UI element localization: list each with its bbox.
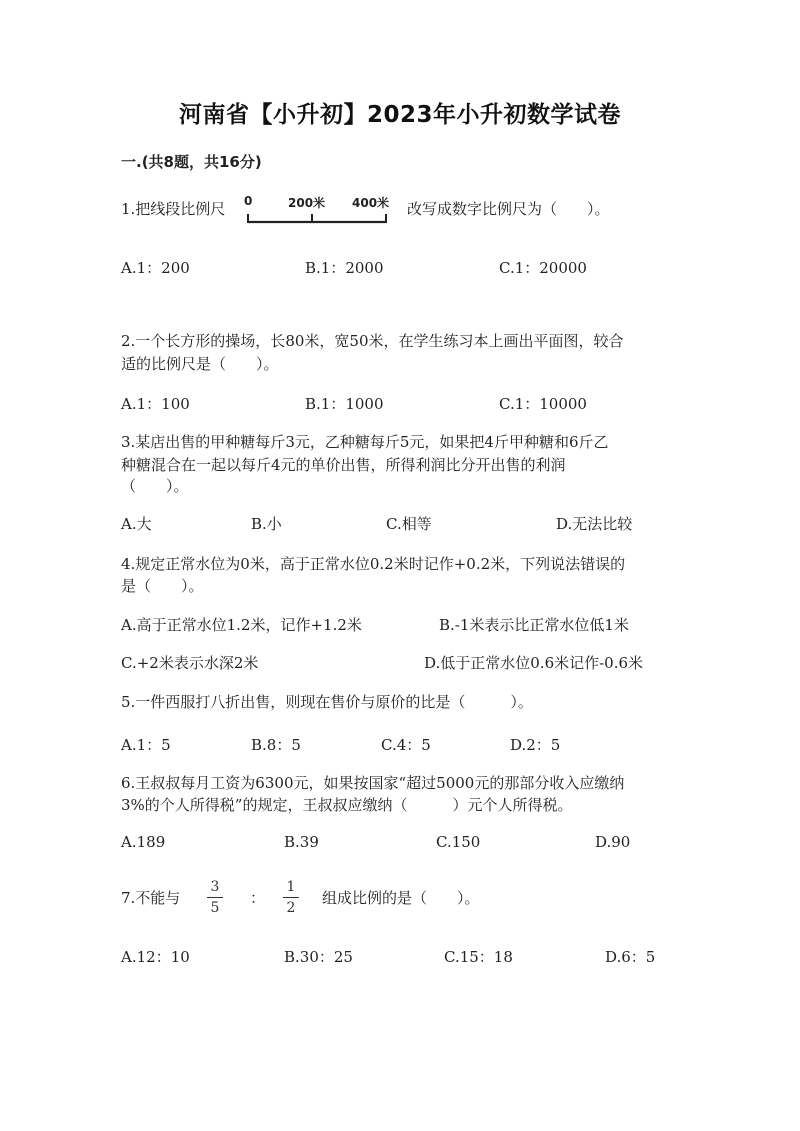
fraction-1-bar: [207, 897, 223, 898]
q7-option-a: A.12：10: [121, 948, 190, 966]
question-5-text: 5.一件西服打八折出售，则现在售价与原价的比是（ ）。: [121, 693, 533, 711]
question-7-text-after: 组成比例的是（ ）。: [322, 889, 480, 907]
q1-option-b: B.1：2000: [305, 259, 384, 277]
q7-option-d: D.6：5: [605, 948, 656, 966]
q5-option-b: B.8：5: [251, 736, 301, 754]
q2-option-b: B.1：1000: [305, 395, 384, 413]
fraction-1-numerator: 3: [210, 879, 220, 895]
fraction-three-fifths: [205, 879, 225, 916]
q1-option-a: A.1：200: [121, 259, 190, 277]
ratio-colon: ：: [250, 889, 266, 907]
q4-option-a: A.高于正常水位1.2米，记作+1.2米: [121, 616, 362, 634]
question-3-line-1: 3.某店出售的甲种糖每斤3元，乙种糖每斤5元，如果把4斤甲种糖和6斤乙: [121, 433, 609, 451]
fraction-1-denominator: 5: [210, 900, 220, 916]
q3-option-a: A.大: [121, 515, 152, 533]
question-3-line-3: （ ）。: [121, 477, 189, 495]
q5-option-c: C.4：5: [381, 736, 431, 754]
fraction-2-denominator: 2: [286, 900, 296, 916]
question-6-line-1: 6.王叔叔每月工资为6300元，如果按国家“超过5000元的那部分收入应缴纳: [121, 774, 625, 792]
scale-bar-figure: [240, 192, 400, 228]
q6-option-d: D.90: [595, 833, 631, 851]
fraction-2-bar: [283, 897, 299, 898]
q1-option-c: C.1：20000: [499, 259, 587, 277]
question-7-text-before: 7.不能与: [121, 889, 181, 907]
q6-option-c: C.150: [436, 833, 481, 851]
scale-label-400: 400米: [352, 196, 390, 210]
question-3-line-2: 种糖混合在一起以每斤4元的单价出售，所得利润比分开出售的利润: [121, 456, 566, 474]
question-2-line-1: 2.一个长方形的操场，长80米，宽50米，在学生练习本上画出平面图，较合: [121, 332, 624, 350]
page-title: 河南省【小升初】2023年小升初数学试卷: [178, 102, 621, 128]
q6-option-a: A.189: [121, 833, 166, 851]
q3-option-c: C.相等: [386, 515, 432, 533]
q5-option-d: D.2：5: [510, 736, 561, 754]
question-6-line-2: 3%的个人所得税”的规定，王叔叔应缴纳（ ）元个人所得税。: [121, 796, 573, 814]
q2-option-c: C.1：10000: [499, 395, 587, 413]
question-1-text-before: 1.把线段比例尺: [121, 200, 226, 218]
scale-bar-line: [240, 192, 400, 228]
q4-option-c: C.+2米表示水深2米: [121, 654, 259, 672]
section-heading: 一.(共8题，共16分): [121, 153, 262, 171]
fraction-2-numerator: 1: [286, 879, 296, 895]
q5-option-a: A.1：5: [121, 736, 171, 754]
q3-option-b: B.小: [251, 515, 282, 533]
scale-label-0: 0: [244, 194, 253, 208]
scale-label-200: 200米: [288, 196, 326, 210]
q7-option-b: B.30：25: [284, 948, 353, 966]
q7-option-c: C.15：18: [444, 948, 513, 966]
q4-option-d: D.低于正常水位0.6米记作-0.6米: [424, 654, 644, 672]
question-4-line-1: 4.规定正常水位为0米，高于正常水位0.2米时记作+0.2米，下列说法错误的: [121, 555, 626, 573]
fraction-one-half: [281, 879, 301, 916]
q3-option-d: D.无法比较: [556, 515, 633, 533]
q4-option-b: B.-1米表示比正常水位低1米: [439, 616, 629, 634]
q2-option-a: A.1：100: [121, 395, 190, 413]
q6-option-b: B.39: [284, 833, 319, 851]
question-2-line-2: 适的比例尺是（ ）。: [121, 355, 279, 373]
question-1-text-after: 改写成数字比例尺为（ ）。: [407, 200, 610, 218]
question-4-line-2: 是（ ）。: [121, 577, 204, 595]
